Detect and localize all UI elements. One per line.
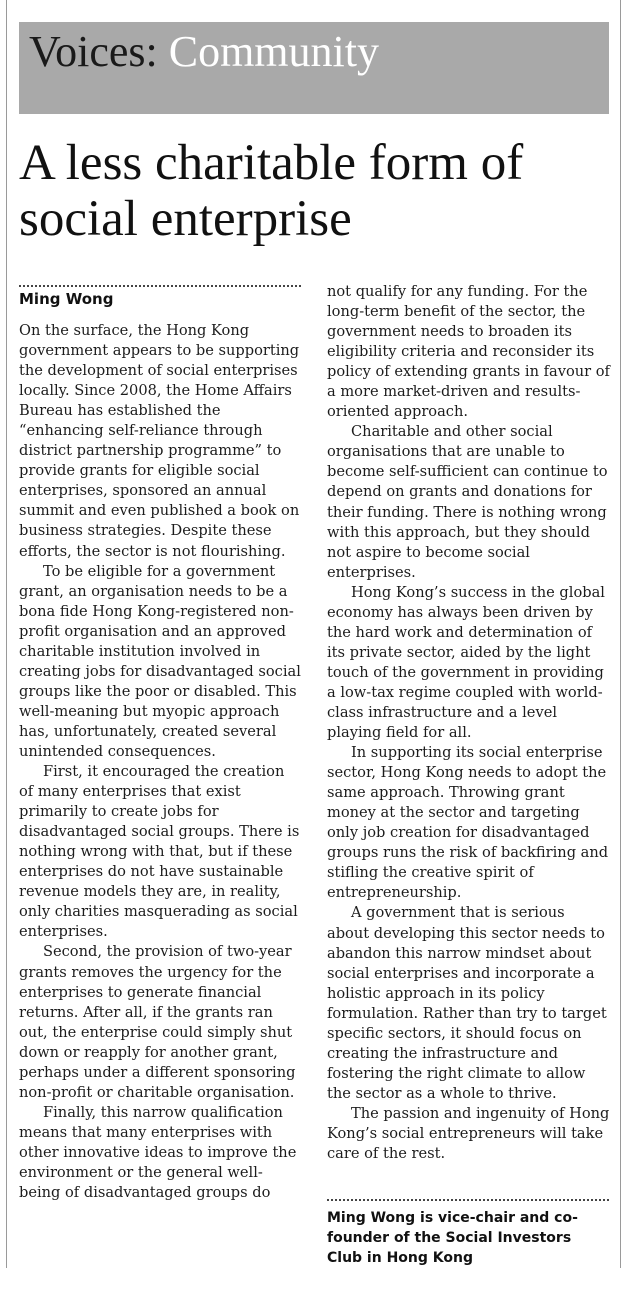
byline: Ming Wong bbox=[19, 290, 114, 308]
paragraph: Second, the provision of two-year grants removes the urgency for the enterprises to generate financial returns. After all, if the grants ran out, the enterprise could simply shut down or reapply for another grant, perhaps under a different sponsoring non-profit or charitable organisation. bbox=[19, 943, 296, 1101]
author-bio: Ming Wong is vice-chair and co-founder of the Social Investors Club in Hong Kong bbox=[327, 1210, 578, 1266]
paragraph: not qualify for any funding. For the long-term benefit of the sector, the government needs to broaden its eligibility criteria and reconsider its policy of extending grants in favour of a more market-driven and results-oriented approach. bbox=[327, 283, 610, 421]
section-banner bbox=[19, 22, 609, 114]
paragraph: Finally, this narrow qualification means that many enterprises with other innovative ideas to improve the environment or the general well-being of disadvantaged groups do bbox=[19, 1103, 297, 1202]
left-column-rule bbox=[6, 0, 7, 1268]
paragraph: Hong Kong’s success in the global economy has always been driven by the hard work and determination of its private sector, aided by the light touch of the government in providing a low-tax regime coupled with world-class infrastructure and a level playing field for all. bbox=[327, 583, 605, 742]
paragraph: First, it encouraged the creation of many enterprises that exist primarily to create jobs for disadvantaged social groups. There is nothing wrong with that, but if these enterprises do not have sustainable revenue models they are, in reality, only charities masquerading as social enterprises. bbox=[19, 763, 300, 941]
article-column-1 bbox=[19, 321, 303, 1203]
paragraph: The passion and ingenuity of Hong Kong’s social entrepreneurs will take care of the rest. bbox=[327, 1104, 610, 1163]
section-title bbox=[29, 26, 379, 78]
right-column-rule bbox=[620, 0, 621, 1268]
byline-dotted-rule bbox=[19, 285, 301, 287]
section-label: Voices: bbox=[29, 27, 158, 76]
paragraph: In supporting its social enterprise sector, Hong Kong needs to adopt the same approach. Throwing grant money at the sector and targeting only job creation for disadvantaged groups runs the risk of backfiring and stifling the creative spirit of entrepreneurship. bbox=[327, 744, 609, 902]
paragraph: On the surface, the Hong Kong government appears to be supporting the development of social enterprises locally. Since 2008, the Home Affairs Bureau has established the “enhancing self-reliance through district partnership programme” to provide grants for eligible social enterprises, sponsored an annual summit and even published a book on business strategies. Despite these efforts, the sector is not flourishing. bbox=[19, 322, 300, 560]
paragraph: Charitable and other social organisations that are unable to become self-sufficient can continue to depend on grants and donations for their funding. There is nothing wrong with this approach, but they should not aspire to become social enterprises. bbox=[327, 423, 608, 581]
paragraph: A government that is serious about developing this sector needs to abandon this narrow mindset about social enterprises and incorporate a holistic approach in its policy formulation. Rather than try to target specific sectors, it should focus on creating the infrastructure and fostering the right climate to allow the sector as a whole to thrive. bbox=[327, 904, 607, 1102]
section-name: Community bbox=[168, 27, 379, 76]
bio-dotted-rule bbox=[327, 1199, 609, 1201]
headline: A less charitable form of social enterprise bbox=[19, 135, 524, 247]
article-column-2 bbox=[327, 282, 611, 1164]
paragraph: To be eligible for a government grant, an organisation needs to be a bona fide Hong Kong-registered non-profit organisation and an approved charitable institution involved in creating jobs for disadvantaged social groups like the poor or disabled. This well-meaning but myopic approach has, unfortunately, created several unintended consequences. bbox=[19, 562, 301, 760]
